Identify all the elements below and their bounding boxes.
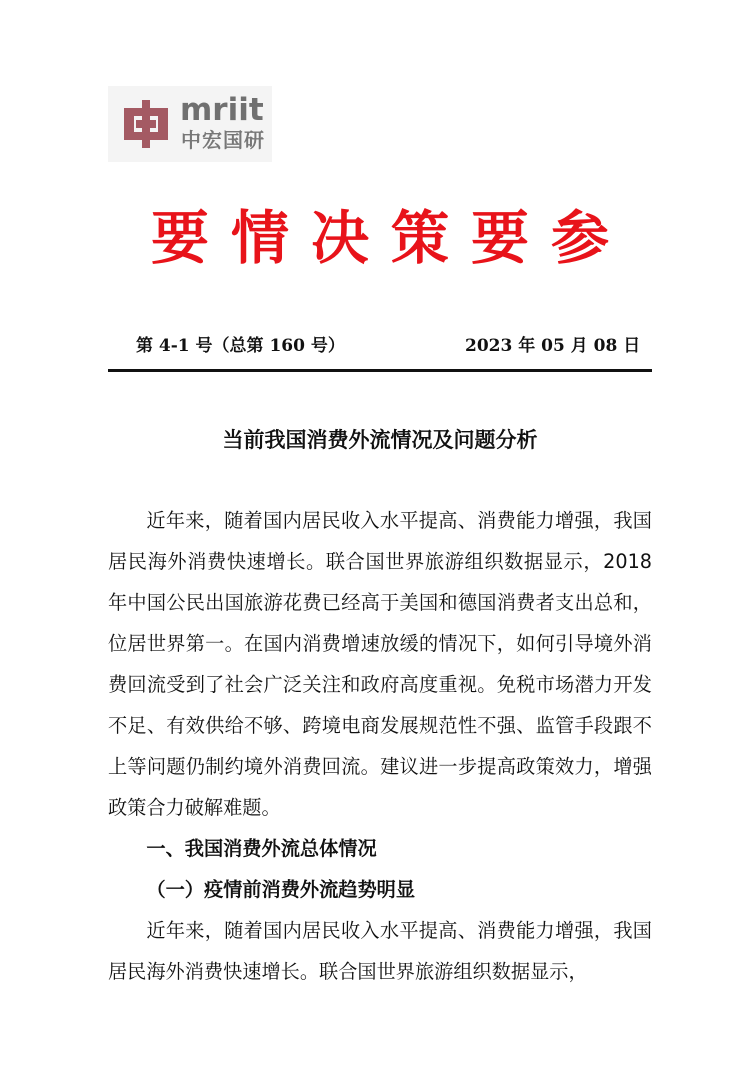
masthead-title: 要情决策要参 bbox=[150, 204, 631, 272]
body-paragraph: 近年来，随着国内居民收入水平提高、消费能力增强，我国居民海外消费快速增长。联合国世界旅游组织数据显示， bbox=[108, 919, 652, 983]
header-divider bbox=[108, 369, 652, 372]
issue-number: 第 4-1 号（总第 160 号） bbox=[136, 336, 345, 356]
intro-paragraph: 近年来，随着国内居民收入水平提高、消费能力增强，我国居民海外消费快速增长。联合国世界旅游组织数据显示，2018年中国公民出国旅游花费已经高于美国和德国消费者支出总和，位居世界第一。在国内消费增速放缓的情况下，如何引导境外消费回流受到了社会广泛关注和政府高度重视。免税市场潜力开发不足、有效供给不够、跨境电商发展规范性不强、监管手段跟不上等问题仍制约境外消费回流。建议进一步提高政策效力，增强政策合力破解难题。 bbox=[108, 509, 652, 819]
logo bbox=[108, 86, 272, 162]
section-heading: 一、我国消费外流总体情况 bbox=[146, 837, 377, 860]
logo-mark-icon bbox=[122, 100, 170, 148]
logo-text-cn: 中宏国研 bbox=[181, 128, 265, 152]
subsection-heading: （一）疫情前消费外流趋势明显 bbox=[146, 878, 416, 901]
article-title: 当前我国消费外流情况及问题分析 bbox=[222, 428, 538, 452]
logo-text-en: mriit bbox=[180, 92, 264, 128]
article-body bbox=[108, 500, 652, 992]
issue-date: 2023 年 05 月 08 日 bbox=[465, 336, 641, 356]
